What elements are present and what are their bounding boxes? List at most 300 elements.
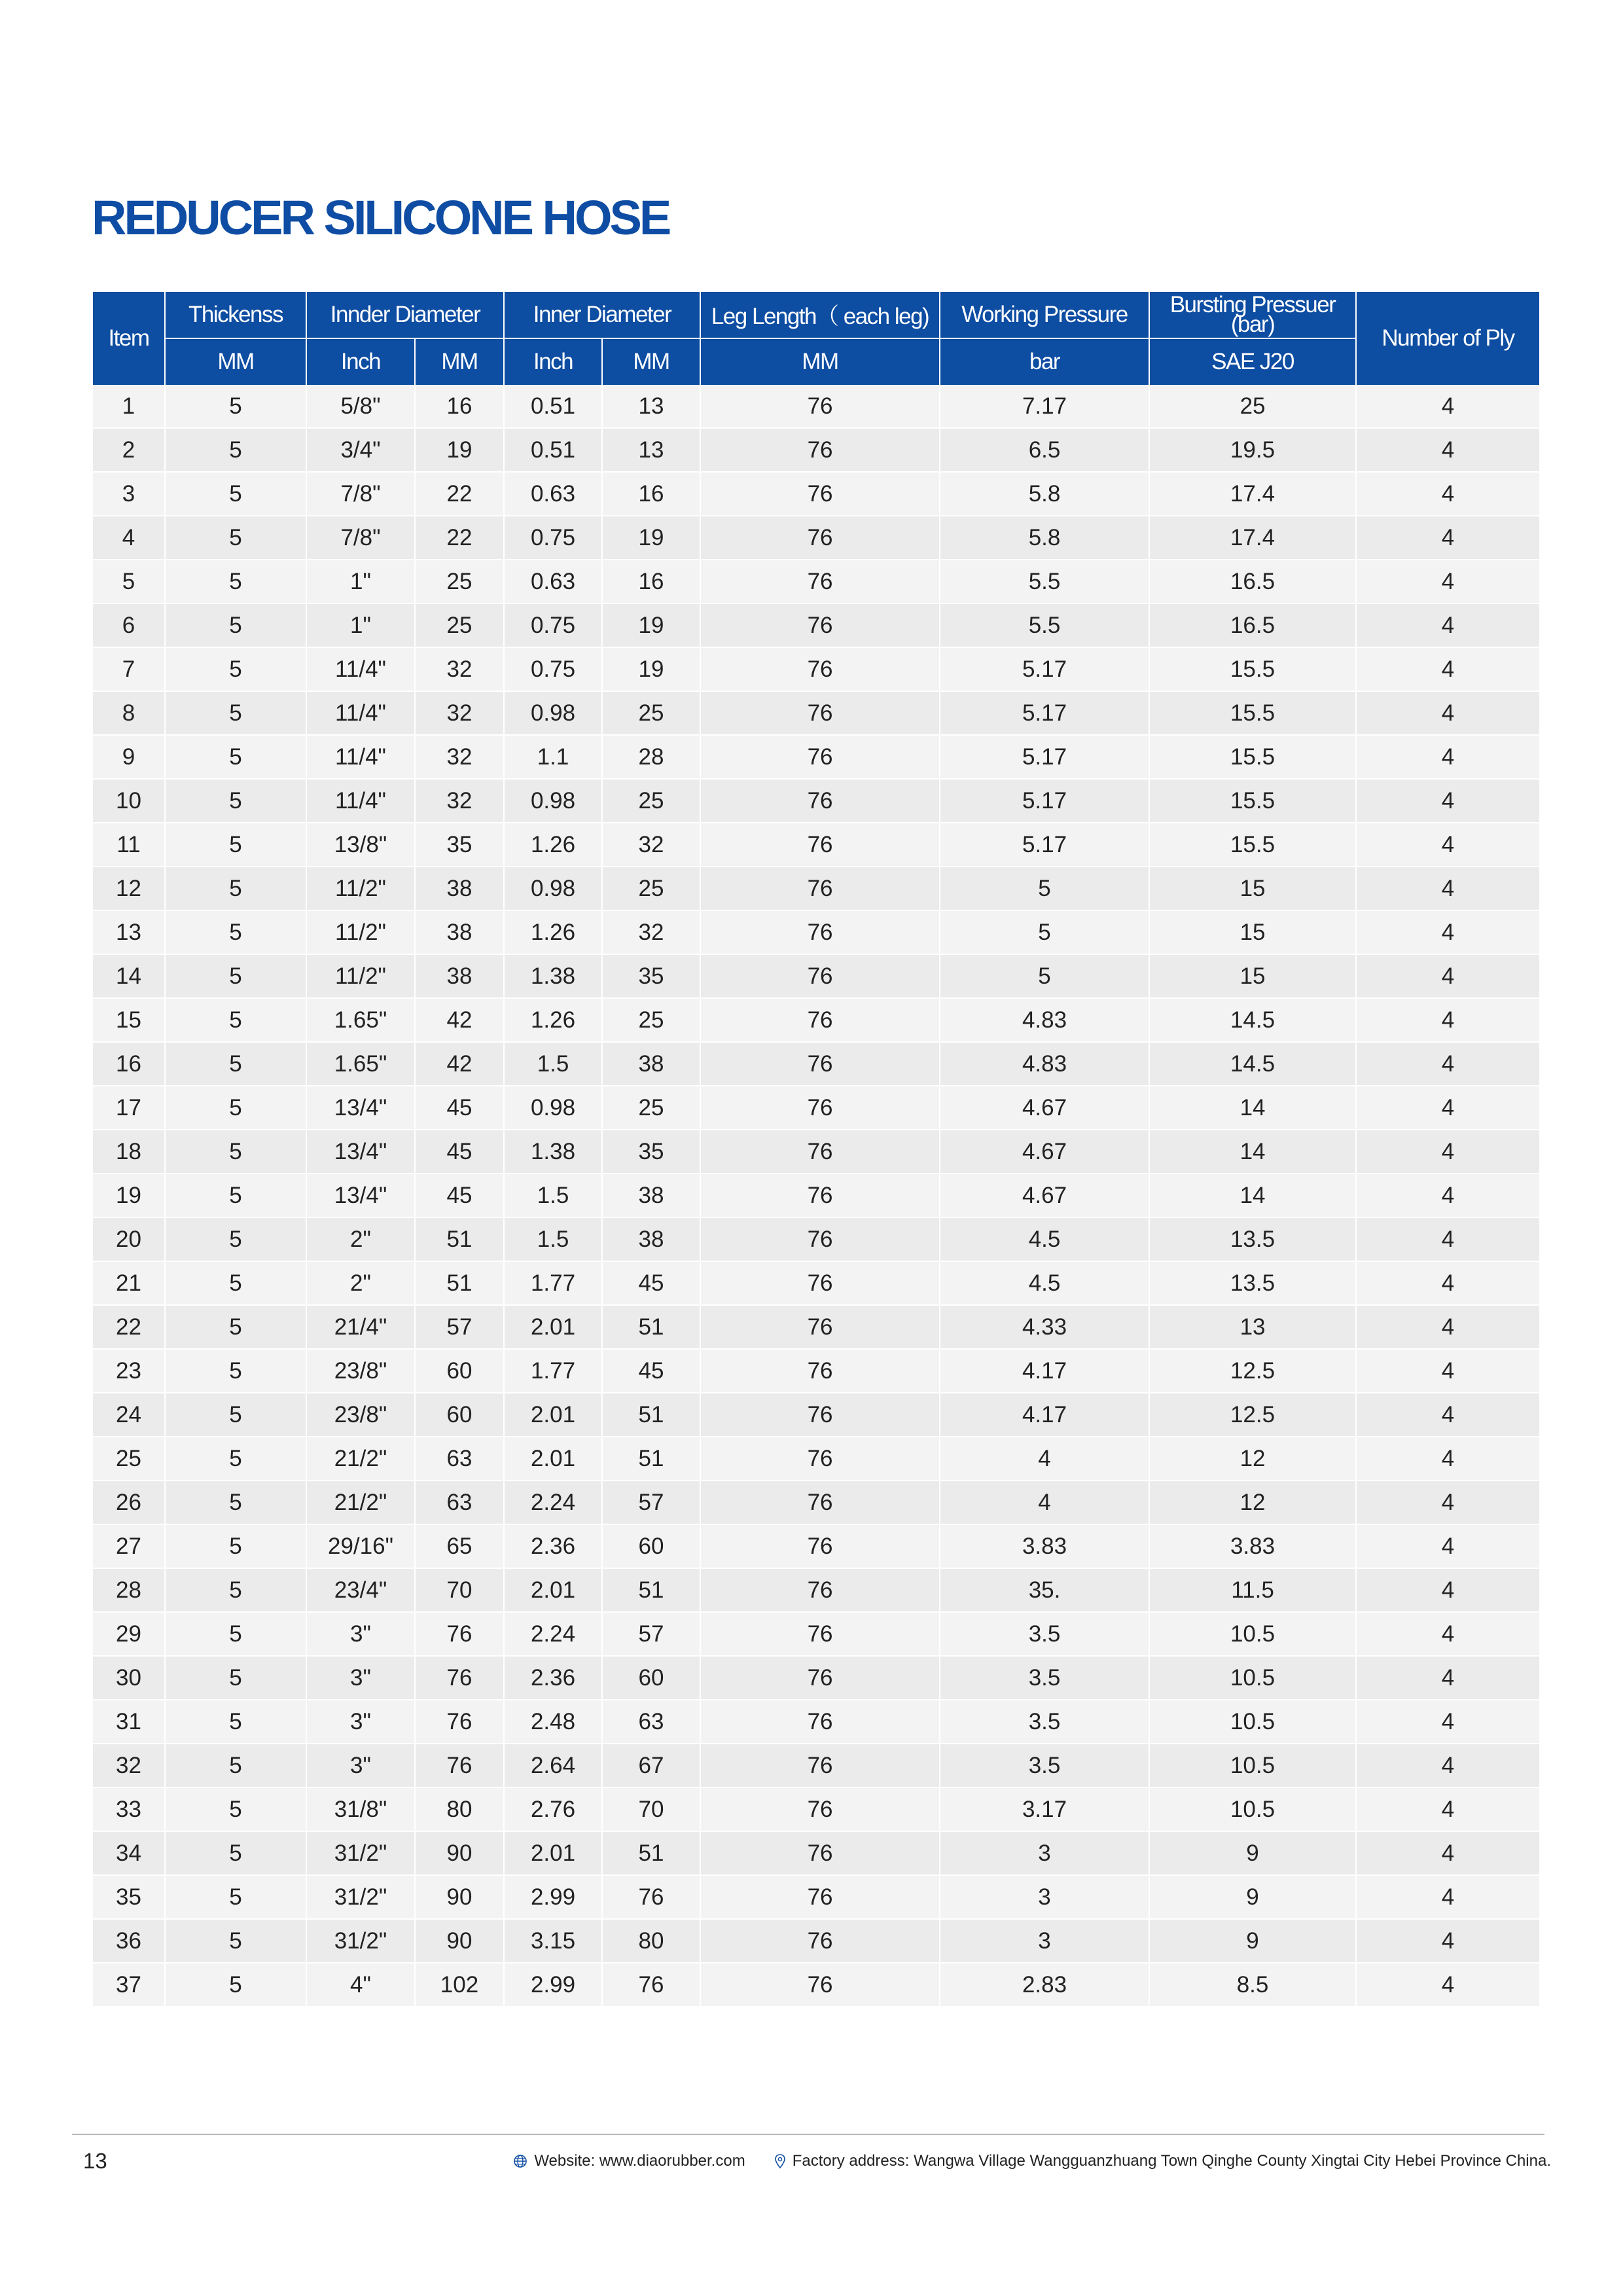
hose-spec-table	[93, 292, 1539, 2007]
table-row	[93, 1831, 1539, 1875]
table-cell: 2.24	[504, 1612, 602, 1656]
table-cell: 15.5	[1149, 735, 1356, 779]
table-cell: 2.01	[504, 1437, 602, 1480]
table-cell: 76	[700, 1568, 940, 1612]
table-cell: 5	[165, 1349, 306, 1393]
table-cell: 1.5	[504, 1217, 602, 1261]
table-cell: 29	[93, 1612, 165, 1656]
table-cell: 38	[602, 1217, 700, 1261]
table-cell: 5.17	[940, 691, 1149, 735]
table-body	[93, 385, 1539, 2007]
subheader-thickness-mm: MM	[165, 338, 306, 385]
table-cell: 3"	[306, 1612, 415, 1656]
table-cell: 23/4"	[306, 1568, 415, 1612]
table-cell: 9	[93, 735, 165, 779]
table-row	[93, 1787, 1539, 1831]
table-cell: 1.65"	[306, 1042, 415, 1086]
table-cell: 21	[93, 1261, 165, 1305]
table-cell: 5	[940, 910, 1149, 954]
table-cell: 33	[93, 1787, 165, 1831]
table-cell: 5	[165, 691, 306, 735]
table-row	[93, 691, 1539, 735]
table-cell: 4	[1356, 1261, 1539, 1305]
table-cell: 7/8"	[306, 472, 415, 516]
table-cell: 16	[93, 1042, 165, 1086]
table-cell: 5	[165, 1787, 306, 1831]
table-cell: 31/2"	[306, 1875, 415, 1919]
table-cell: 4	[1356, 1568, 1539, 1612]
table-cell: 102	[415, 1963, 504, 2007]
table-row	[93, 1393, 1539, 1437]
table-cell: 19	[93, 1174, 165, 1217]
table-cell: 25	[93, 1437, 165, 1480]
table-cell: 0.98	[504, 1086, 602, 1130]
table-cell: 11/4"	[306, 735, 415, 779]
table-cell: 76	[700, 1349, 940, 1393]
table-cell: 76	[700, 691, 940, 735]
subheader-working-bar: bar	[940, 338, 1149, 385]
table-row	[93, 1480, 1539, 1524]
table-cell: 0.98	[504, 691, 602, 735]
table-cell: 1.1	[504, 735, 602, 779]
table-cell: 35	[415, 823, 504, 867]
table-cell: 5	[165, 1612, 306, 1656]
table-cell: 21/2"	[306, 1437, 415, 1480]
table-cell: 32	[415, 779, 504, 823]
table-cell: 4	[1356, 516, 1539, 560]
table-cell: 4	[1356, 1174, 1539, 1217]
table-row	[93, 1612, 1539, 1656]
table-cell: 65	[415, 1524, 504, 1568]
table-cell: 6	[93, 603, 165, 647]
table-cell: 57	[602, 1612, 700, 1656]
table-cell: 15.5	[1149, 823, 1356, 867]
table-cell: 4	[1356, 1524, 1539, 1568]
table-cell: 13	[93, 910, 165, 954]
table-cell: 13/4"	[306, 1130, 415, 1174]
table-cell: 10.5	[1149, 1787, 1356, 1831]
table-cell: 4.67	[940, 1174, 1149, 1217]
subheader-leg-mm: MM	[700, 338, 940, 385]
table-cell: 7.17	[940, 385, 1149, 428]
table-cell: 5	[165, 1086, 306, 1130]
table-cell: 1.26	[504, 910, 602, 954]
table-cell: 11/2"	[306, 867, 415, 910]
table-cell: 3	[940, 1831, 1149, 1875]
table-cell: 2.36	[504, 1524, 602, 1568]
table-cell: 1.38	[504, 1130, 602, 1174]
table-cell: 14	[93, 954, 165, 998]
table-cell: 3	[940, 1919, 1149, 1963]
table-cell: 7	[93, 647, 165, 691]
table-row	[93, 428, 1539, 472]
table-cell: 17.4	[1149, 472, 1356, 516]
table-cell: 4	[1356, 647, 1539, 691]
table-cell: 4	[93, 516, 165, 560]
header-number-of-ply: Number of Ply	[1356, 292, 1539, 385]
table-cell: 8.5	[1149, 1963, 1356, 2007]
table-cell: 3.83	[940, 1524, 1149, 1568]
table-row	[93, 1174, 1539, 1217]
table-cell: 15	[1149, 910, 1356, 954]
table-cell: 76	[700, 603, 940, 647]
table-cell: 19	[602, 516, 700, 560]
table-cell: 32	[415, 735, 504, 779]
table-cell: 38	[415, 954, 504, 998]
table-cell: 45	[415, 1174, 504, 1217]
table-cell: 76	[700, 1305, 940, 1349]
table-cell: 76	[415, 1612, 504, 1656]
table-cell: 24	[93, 1393, 165, 1437]
table-row	[93, 998, 1539, 1042]
table-row	[93, 385, 1539, 428]
address-text: Factory address: Wangwa Village Wangguanzhuang Town Qinghe County Xingtai City Hebei Province China.	[792, 2152, 1551, 2170]
table-cell: 76	[700, 823, 940, 867]
table-cell: 1"	[306, 560, 415, 603]
table-row	[93, 735, 1539, 779]
table-cell: 76	[700, 1261, 940, 1305]
table-cell: 5	[165, 910, 306, 954]
table-cell: 35.	[940, 1568, 1149, 1612]
table-cell: 5.17	[940, 735, 1149, 779]
table-cell: 32	[415, 647, 504, 691]
table-cell: 5.17	[940, 823, 1149, 867]
table-cell: 2.01	[504, 1568, 602, 1612]
table-cell: 5.8	[940, 472, 1149, 516]
table-cell: 5	[165, 1963, 306, 2007]
table-cell: 4	[1356, 1612, 1539, 1656]
table-cell: 3.17	[940, 1787, 1149, 1831]
table-cell: 4.67	[940, 1086, 1149, 1130]
table-cell: 4.5	[940, 1261, 1149, 1305]
table-cell: 25	[415, 603, 504, 647]
table-cell: 4	[1356, 385, 1539, 428]
table-cell: 5	[165, 1130, 306, 1174]
table-cell: 76	[700, 1217, 940, 1261]
table-cell: 5	[165, 1656, 306, 1700]
table-cell: 4	[1356, 954, 1539, 998]
table-cell: 13	[1149, 1305, 1356, 1349]
table-row	[93, 1963, 1539, 2007]
table-cell: 15	[1149, 867, 1356, 910]
table-cell: 20	[93, 1217, 165, 1261]
table-cell: 80	[602, 1919, 700, 1963]
table-row	[93, 1744, 1539, 1787]
table-cell: 3	[93, 472, 165, 516]
table-cell: 25	[602, 867, 700, 910]
table-row	[93, 1261, 1539, 1305]
table-cell: 4	[1356, 1963, 1539, 2007]
address-item	[774, 2152, 1551, 2170]
table-cell: 63	[415, 1437, 504, 1480]
header-thickness: Thickenss	[165, 292, 306, 338]
table-row	[93, 910, 1539, 954]
table-cell: 76	[415, 1744, 504, 1787]
table-cell: 12.5	[1149, 1393, 1356, 1437]
table-cell: 76	[700, 867, 940, 910]
header-working-pressure: Working Pressure	[940, 292, 1149, 338]
table-cell: 5	[165, 1042, 306, 1086]
table-cell: 0.98	[504, 779, 602, 823]
table-cell: 37	[93, 1963, 165, 2007]
table-cell: 9	[1149, 1875, 1356, 1919]
header-innder-diameter: Innder Diameter	[306, 292, 504, 338]
table-cell: 76	[700, 1612, 940, 1656]
table-cell: 16.5	[1149, 603, 1356, 647]
table-cell: 4.5	[940, 1217, 1149, 1261]
table-cell: 42	[415, 998, 504, 1042]
table-cell: 23	[93, 1349, 165, 1393]
table-cell: 1.65"	[306, 998, 415, 1042]
table-cell: 12.5	[1149, 1349, 1356, 1393]
table-cell: 14	[1149, 1130, 1356, 1174]
table-cell: 13/8"	[306, 823, 415, 867]
table-cell: 18	[93, 1130, 165, 1174]
table-cell: 90	[415, 1875, 504, 1919]
table-cell: 3	[940, 1875, 1149, 1919]
table-cell: 76	[700, 1524, 940, 1568]
table-cell: 4	[1356, 1217, 1539, 1261]
table-cell: 4	[940, 1437, 1149, 1480]
table-cell: 5	[165, 1480, 306, 1524]
table-cell: 2"	[306, 1261, 415, 1305]
table-cell: 4	[1356, 1130, 1539, 1174]
globe-icon	[513, 2154, 527, 2168]
table-cell: 4	[1356, 823, 1539, 867]
table-cell: 2.01	[504, 1393, 602, 1437]
table-cell: 76	[700, 1963, 940, 2007]
table-cell: 76	[700, 1919, 940, 1963]
table-cell: 13.5	[1149, 1261, 1356, 1305]
table-cell: 76	[700, 954, 940, 998]
table-cell: 28	[602, 735, 700, 779]
table-cell: 5.5	[940, 560, 1149, 603]
table-cell: 31	[93, 1700, 165, 1744]
table-cell: 25	[602, 779, 700, 823]
subheader-sae-j20: SAE J20	[1149, 338, 1356, 385]
table-cell: 70	[602, 1787, 700, 1831]
table-cell: 12	[1149, 1437, 1356, 1480]
table-cell: 80	[415, 1787, 504, 1831]
table-cell: 13/4"	[306, 1086, 415, 1130]
table-cell: 4	[1356, 472, 1539, 516]
table-cell: 13.5	[1149, 1217, 1356, 1261]
table-cell: 2.24	[504, 1480, 602, 1524]
table-cell: 60	[415, 1349, 504, 1393]
table-cell: 4"	[306, 1963, 415, 2007]
table-cell: 38	[602, 1174, 700, 1217]
table-cell: 2.99	[504, 1875, 602, 1919]
table-cell: 5	[165, 1568, 306, 1612]
table-cell: 76	[700, 560, 940, 603]
table-cell: 4	[1356, 1305, 1539, 1349]
table-cell: 45	[602, 1261, 700, 1305]
table-cell: 7/8"	[306, 516, 415, 560]
table-cell: 29/16"	[306, 1524, 415, 1568]
table-cell: 0.51	[504, 428, 602, 472]
table-cell: 76	[700, 1130, 940, 1174]
table-cell: 19	[415, 428, 504, 472]
table-cell: 51	[602, 1393, 700, 1437]
table-cell: 3.5	[940, 1612, 1149, 1656]
table-cell: 5	[165, 603, 306, 647]
table-cell: 12	[1149, 1480, 1356, 1524]
table-cell: 76	[602, 1875, 700, 1919]
table-cell: 3.15	[504, 1919, 602, 1963]
table-cell: 21/4"	[306, 1305, 415, 1349]
table-cell: 2.64	[504, 1744, 602, 1787]
table-cell: 5	[165, 867, 306, 910]
table-cell: 5/8"	[306, 385, 415, 428]
table-cell: 51	[602, 1831, 700, 1875]
table-cell: 76	[700, 1700, 940, 1744]
table-cell: 1.77	[504, 1349, 602, 1393]
table-cell: 4.83	[940, 1042, 1149, 1086]
table-cell: 76	[700, 1174, 940, 1217]
table-cell: 1	[93, 385, 165, 428]
table-cell: 0.63	[504, 472, 602, 516]
table-cell: 90	[415, 1831, 504, 1875]
table-cell: 4	[1356, 1787, 1539, 1831]
table-cell: 16	[602, 472, 700, 516]
table-cell: 4	[1356, 1480, 1539, 1524]
table-cell: 5	[165, 385, 306, 428]
table-cell: 17	[93, 1086, 165, 1130]
table-cell: 0.75	[504, 647, 602, 691]
table-cell: 4	[1356, 735, 1539, 779]
table-cell: 2.99	[504, 1963, 602, 2007]
table-cell: 3"	[306, 1656, 415, 1700]
table-cell: 76	[700, 1744, 940, 1787]
table-cell: 5.17	[940, 779, 1149, 823]
table-cell: 0.75	[504, 516, 602, 560]
table-cell: 5	[165, 1305, 306, 1349]
table-cell: 5	[165, 735, 306, 779]
table-cell: 45	[602, 1349, 700, 1393]
table-cell: 45	[415, 1086, 504, 1130]
table-cell: 76	[700, 1656, 940, 1700]
table-cell: 2.83	[940, 1963, 1149, 2007]
table-cell: 1.5	[504, 1042, 602, 1086]
table-cell: 5.17	[940, 647, 1149, 691]
table-cell: 4	[1356, 1437, 1539, 1480]
table-cell: 3"	[306, 1700, 415, 1744]
table-cell: 15.5	[1149, 779, 1356, 823]
table-cell: 4.83	[940, 998, 1149, 1042]
table-cell: 0.98	[504, 867, 602, 910]
table-cell: 70	[415, 1568, 504, 1612]
table-cell: 2.36	[504, 1656, 602, 1700]
table-cell: 76	[700, 1393, 940, 1437]
table-cell: 76	[700, 1875, 940, 1919]
table-cell: 76	[700, 998, 940, 1042]
table-cell: 15.5	[1149, 691, 1356, 735]
table-cell: 32	[602, 910, 700, 954]
table-cell: 31/8"	[306, 1787, 415, 1831]
table-row	[93, 954, 1539, 998]
table-cell: 32	[415, 691, 504, 735]
table-cell: 35	[93, 1875, 165, 1919]
table-cell: 5	[165, 954, 306, 998]
table-cell: 16	[602, 560, 700, 603]
table-cell: 4	[1356, 1656, 1539, 1700]
table-cell: 14.5	[1149, 998, 1356, 1042]
table-cell: 76	[700, 1831, 940, 1875]
table-cell: 27	[93, 1524, 165, 1568]
table-cell: 14	[1149, 1086, 1356, 1130]
footer-info	[513, 2152, 1551, 2170]
table-cell: 11/4"	[306, 691, 415, 735]
table-cell: 10	[93, 779, 165, 823]
table-row	[93, 823, 1539, 867]
table-cell: 51	[602, 1437, 700, 1480]
subheader-innder-inch: Inch	[306, 338, 415, 385]
table-cell: 5	[165, 779, 306, 823]
table-cell: 5	[165, 1261, 306, 1305]
table-row	[93, 1349, 1539, 1393]
table-cell: 76	[415, 1700, 504, 1744]
table-cell: 5	[940, 867, 1149, 910]
table-cell: 76	[415, 1656, 504, 1700]
table-cell: 26	[93, 1480, 165, 1524]
table-cell: 1.26	[504, 823, 602, 867]
table-cell: 76	[700, 472, 940, 516]
table-cell: 45	[415, 1130, 504, 1174]
table-row	[93, 603, 1539, 647]
table-cell: 0.51	[504, 385, 602, 428]
header-inner-diameter: Inner Diameter	[504, 292, 700, 338]
page-title: REDUCER SILICONE HOSE	[92, 190, 669, 245]
table-cell: 2"	[306, 1217, 415, 1261]
table-cell: 4	[1356, 1700, 1539, 1744]
table-cell: 19.5	[1149, 428, 1356, 472]
table-cell: 76	[700, 910, 940, 954]
table-cell: 4	[1356, 998, 1539, 1042]
table-cell: 76	[700, 647, 940, 691]
table-cell: 63	[415, 1480, 504, 1524]
table-cell: 4.17	[940, 1393, 1149, 1437]
table-cell: 4	[1356, 779, 1539, 823]
table-cell: 14.5	[1149, 1042, 1356, 1086]
table-cell: 0.75	[504, 603, 602, 647]
table-cell: 5	[165, 647, 306, 691]
table-cell: 5	[165, 560, 306, 603]
table-cell: 42	[415, 1042, 504, 1086]
table-cell: 4	[1356, 1744, 1539, 1787]
table-cell: 11/4"	[306, 779, 415, 823]
table-cell: 51	[415, 1217, 504, 1261]
table-header	[93, 292, 1539, 385]
table-cell: 2.01	[504, 1831, 602, 1875]
table-row	[93, 1656, 1539, 1700]
table-cell: 3.5	[940, 1656, 1149, 1700]
footer-divider	[72, 2134, 1544, 2135]
table-cell: 2.76	[504, 1787, 602, 1831]
table-row	[93, 1217, 1539, 1261]
table-cell: 28	[93, 1568, 165, 1612]
table-cell: 4	[1356, 1042, 1539, 1086]
table-cell: 4	[940, 1480, 1149, 1524]
table-row	[93, 1568, 1539, 1612]
table-cell: 2.01	[504, 1305, 602, 1349]
table-row	[93, 1524, 1539, 1568]
table-cell: 0.63	[504, 560, 602, 603]
table-cell: 4	[1356, 1349, 1539, 1393]
table-row	[93, 1042, 1539, 1086]
table-row	[93, 516, 1539, 560]
table-cell: 4	[1356, 560, 1539, 603]
table-cell: 12	[93, 867, 165, 910]
